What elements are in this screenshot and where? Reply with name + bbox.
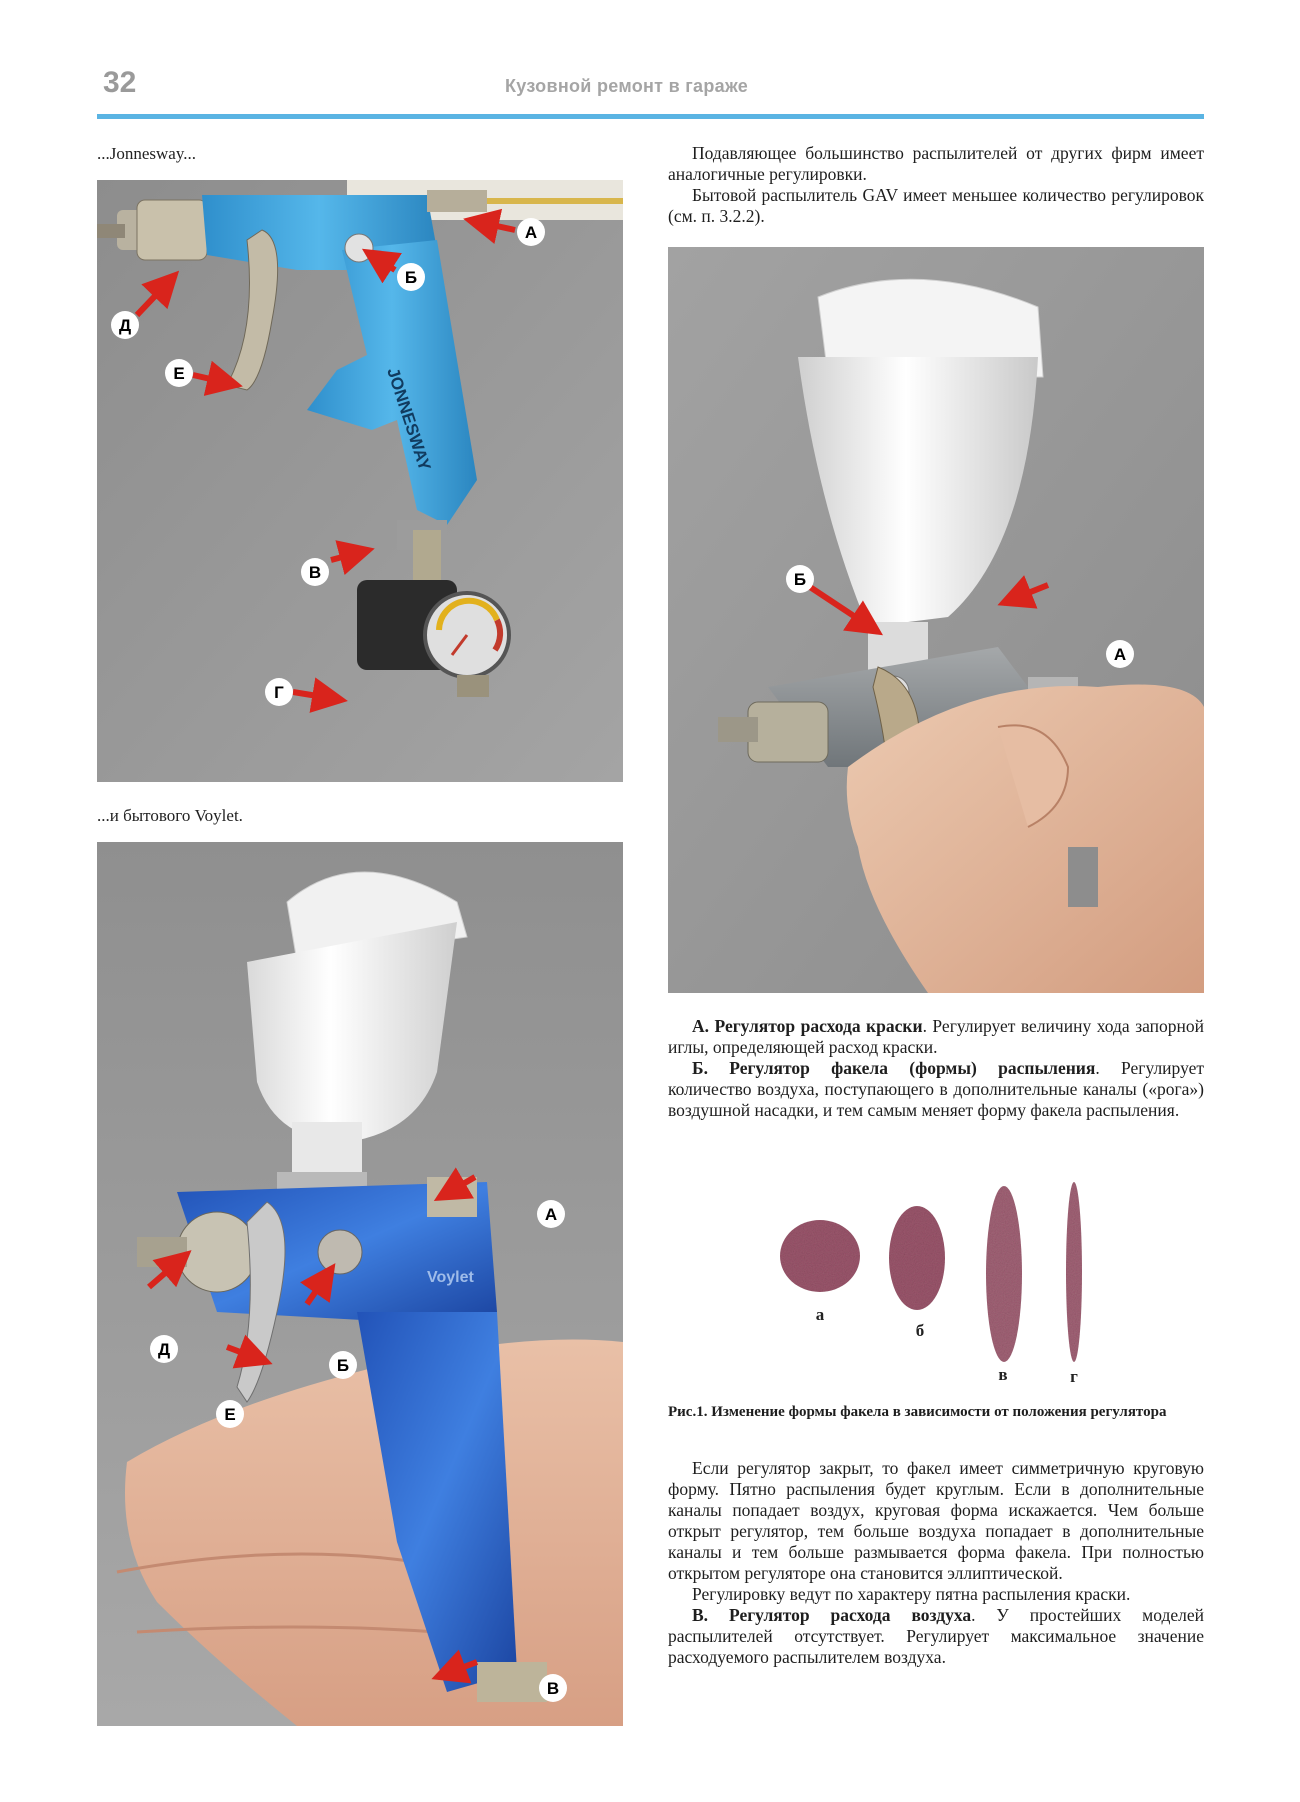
marker-a: А <box>1113 645 1127 664</box>
label-a: а <box>815 1305 825 1324</box>
spray-shape-a <box>780 1220 860 1292</box>
label-g: г <box>1070 1367 1078 1386</box>
photo-gav-gun <box>668 247 1204 993</box>
marker-b: Б <box>336 1356 350 1375</box>
running-title: Кузовной ремонт в гараже <box>505 76 749 96</box>
body-paragraph-2: Регулировку ведут по характеру пятна распыления краски. <box>692 1584 1131 1604</box>
label-b: б <box>915 1321 925 1340</box>
marker-v: В <box>546 1679 560 1698</box>
marker-a: А <box>544 1205 558 1224</box>
intro-paragraph-2: Бытовой распылитель GAV имеет меньшее количество регулировок (см. п. 3.2.2). <box>668 185 1204 226</box>
marker-g: Г <box>274 683 284 702</box>
photo-voylet-gun <box>97 842 623 1726</box>
spray-shape-b <box>889 1206 945 1310</box>
desc-c-title: В. Регулятор расхода воздуха <box>692 1605 972 1625</box>
desc-c <box>668 1605 1204 1668</box>
spray-shape-v <box>986 1186 1022 1362</box>
desc-c-text: . У простейших моделей распылителей отсутствует. Регулирует максимальное значение расходуемого распылителем воздуха. <box>668 1605 1204 1667</box>
marker-a: А <box>524 223 538 242</box>
brand-text-jonnesway: JONNESWAY <box>383 365 435 474</box>
marker-b: Б <box>404 268 418 287</box>
desc-b <box>668 1058 1204 1121</box>
caption-voylet: ...и бытового Voylet. <box>97 806 243 825</box>
spray-shape-g <box>1066 1182 1082 1362</box>
brand-text-voylet: Voylet <box>427 1269 474 1286</box>
desc-a <box>668 1016 1204 1058</box>
desc-b-title: Б. Регулятор факела (формы) распыления <box>692 1058 1096 1078</box>
photo-jonnesway-gun <box>97 180 623 782</box>
spray-pattern-figure <box>760 1170 1140 1390</box>
label-v: в <box>998 1365 1008 1384</box>
regulator-descriptions <box>668 1016 1204 1121</box>
caption-jonnesway: ...Jonnesway... <box>97 144 196 163</box>
body-paragraph-1: Если регулятор закрыт, то факел имеет симметричную круговую форму. Пятно распыления будет круглым. Если в дополнительные каналы попадает воздух, круговая форма искажается. Чем больше открыт регулятор, тем больше воздуха попадает в дополнительные каналы и тем больше размывается форма факела. При полностью открытом регуляторе она становится эллиптической. <box>668 1458 1204 1583</box>
marker-v: В <box>308 563 322 582</box>
figure-caption: Рис.1. Изменение формы факела в зависимости от положения регулятора <box>668 1404 1167 1420</box>
marker-d: Д <box>157 1340 171 1359</box>
marker-d: Д <box>118 316 132 335</box>
intro-text <box>668 143 1204 227</box>
marker-e: Е <box>173 364 185 383</box>
body-text <box>668 1458 1204 1668</box>
intro-paragraph-1: Подавляющее большинство распылителей от других фирм имеет аналогичные регулировки. <box>668 143 1204 184</box>
desc-b-text: . Регулирует количество воздуха, поступающего в дополнительные каналы («рога») воздушной насадки, и тем самым меняет форму факела распыления. <box>668 1058 1205 1120</box>
marker-e: Е <box>224 1405 236 1424</box>
header-rule <box>97 114 1204 119</box>
desc-a-title: А. Регулятор расхода краски <box>692 1016 923 1036</box>
page-number: 32 <box>103 66 137 99</box>
marker-b: Б <box>793 570 807 589</box>
desc-a-text: . Регулирует величину хода запорной иглы, определяющей расход краски. <box>668 1016 1204 1057</box>
